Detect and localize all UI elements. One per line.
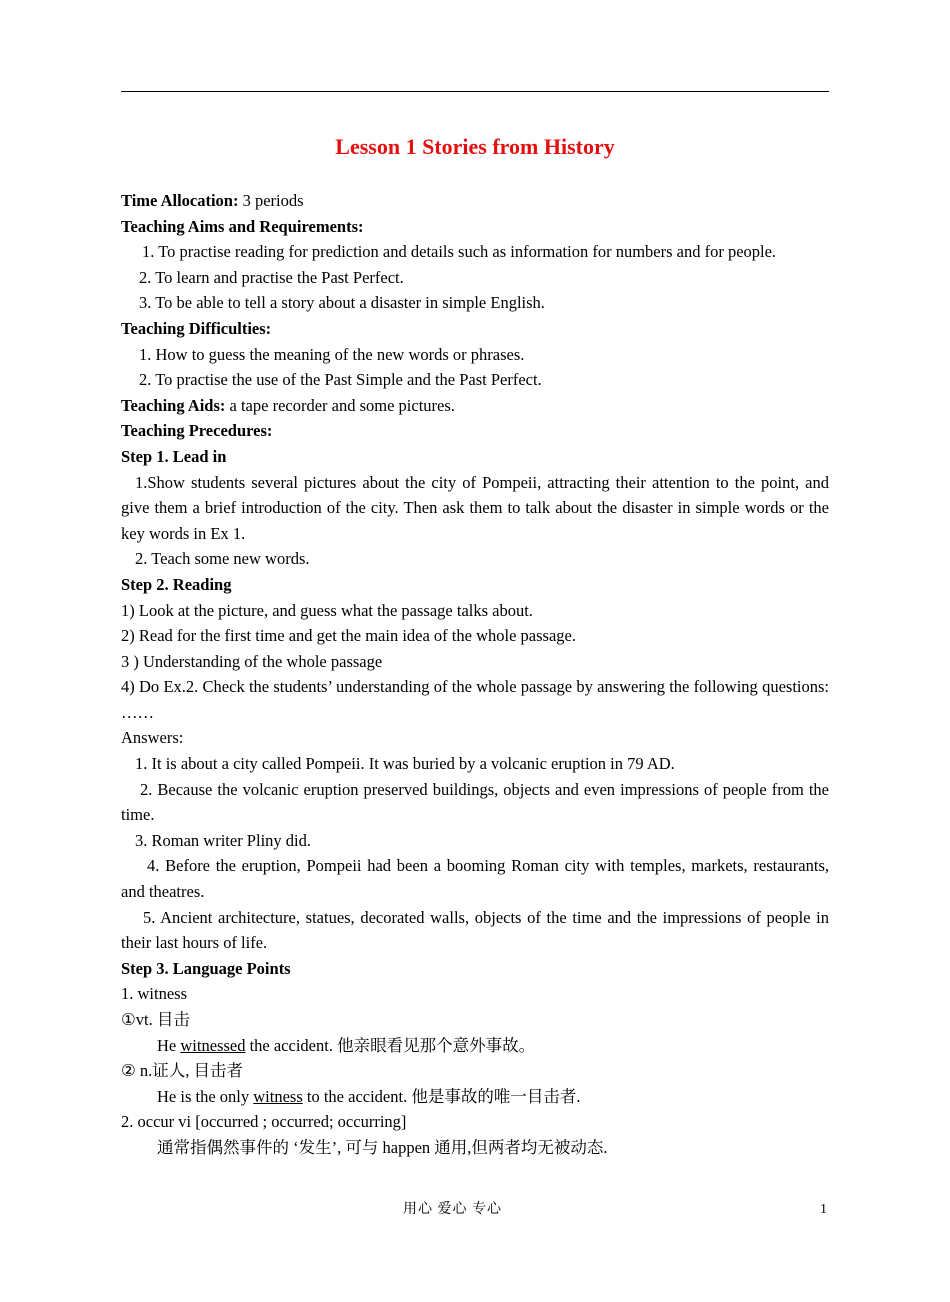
step1-item: 2. Teach some new words. bbox=[135, 549, 310, 569]
answer-item: 3. Roman writer Pliny did. bbox=[135, 830, 311, 850]
step2-item: 3 ) Understanding of the whole passage bbox=[121, 651, 383, 671]
step2-heading: Step 2. Reading bbox=[121, 574, 232, 594]
procedures-heading: Teaching Precedures: bbox=[121, 421, 273, 441]
example-text: to the accident. 他是事故的唯一目击者. bbox=[302, 1086, 581, 1106]
underlined-word: witnessed bbox=[180, 1035, 246, 1055]
step1-heading: Step 1. Lead in bbox=[121, 446, 227, 466]
document-body bbox=[121, 188, 829, 1161]
difficulty-item: 2. To practise the use of the Past Simple and the Past Perfect. bbox=[139, 370, 542, 390]
difficulties-heading: Teaching Difficulties: bbox=[121, 318, 272, 338]
time-allocation-value: 3 periods bbox=[238, 191, 304, 210]
step2-item: 1) Look at the picture, and guess what the passage talks about. bbox=[121, 600, 533, 620]
teaching-aids-label: Teaching Aids: bbox=[121, 395, 226, 415]
answer-item: 4. Before the eruption, Pompeii had been a booming Roman city with temples, markets, restaurants, and theatres. bbox=[121, 856, 829, 902]
page-number: 1 bbox=[820, 1202, 827, 1217]
step3-heading: Step 3. Language Points bbox=[121, 958, 291, 978]
aims-heading: Teaching Aims and Requirements: bbox=[121, 216, 364, 236]
example-text: He bbox=[157, 1035, 181, 1055]
footer-motto: 用心 爱心 专心 bbox=[403, 1202, 502, 1217]
answer-item: 5. Ancient architecture, statues, decorated walls, objects of the time and the impressions of people in their last hours of life. bbox=[121, 907, 829, 953]
answers-label: Answers: bbox=[121, 728, 184, 748]
aim-item: 2. To learn and practise the Past Perfect. bbox=[139, 267, 404, 287]
time-allocation-label: Time Allocation: bbox=[121, 191, 239, 210]
vocab-sense: ①vt. 目击 bbox=[121, 1010, 190, 1029]
vocab-note: 通常指偶然事件的 ‘发生’, 可与 happen 通用,但两者均无被动态. bbox=[157, 1137, 608, 1157]
vocab-example bbox=[121, 1033, 829, 1059]
teaching-aids-value: a tape recorder and some pictures. bbox=[225, 395, 455, 415]
answer-item: 2. Because the volcanic eruption preserved buildings, objects and even impressions of people from the time. bbox=[121, 779, 829, 825]
example-text: the accident. 他亲眼看见那个意外事故。 bbox=[245, 1035, 536, 1055]
difficulty-item: 1. How to guess the meaning of the new words or phrases. bbox=[139, 344, 525, 364]
step1-paragraph: 1.Show students several pictures about the city of Pompeii, attracting their attention to the point, and give them a brief introduction of the city. Then ask them to talk about the disaster in simple words or the key words in Ex 1. bbox=[121, 472, 829, 543]
vocab-word-occur: 2. occur vi [occurred ; occurred; occurring] bbox=[121, 1112, 407, 1132]
aim-item: 3. To be able to tell a story about a disaster in simple English. bbox=[139, 293, 545, 313]
step2-item-4: 4) Do Ex.2. Check the students’ understanding of the whole passage by answering the following questions: …… bbox=[121, 677, 829, 722]
underlined-word: witness bbox=[253, 1086, 303, 1106]
vocab-word-witness: 1. witness bbox=[121, 984, 187, 1004]
aim-item: 1. To practise reading for prediction and details such as information for numbers and for people. bbox=[142, 242, 777, 262]
teaching-aids bbox=[121, 393, 829, 419]
vocab-sense: ② n.证人, 目击者 bbox=[121, 1061, 244, 1081]
lesson-title: Lesson 1 Stories from History bbox=[335, 134, 615, 159]
example-text: He is the only bbox=[157, 1086, 254, 1106]
answer-item: 1. It is about a city called Pompeii. It was buried by a volcanic eruption in 79 AD. bbox=[135, 754, 675, 774]
vocab-example bbox=[121, 1084, 829, 1110]
time-allocation bbox=[121, 188, 829, 214]
step2-item: 2) Read for the first time and get the main idea of the whole passage. bbox=[121, 626, 576, 646]
header-rule bbox=[121, 91, 829, 92]
